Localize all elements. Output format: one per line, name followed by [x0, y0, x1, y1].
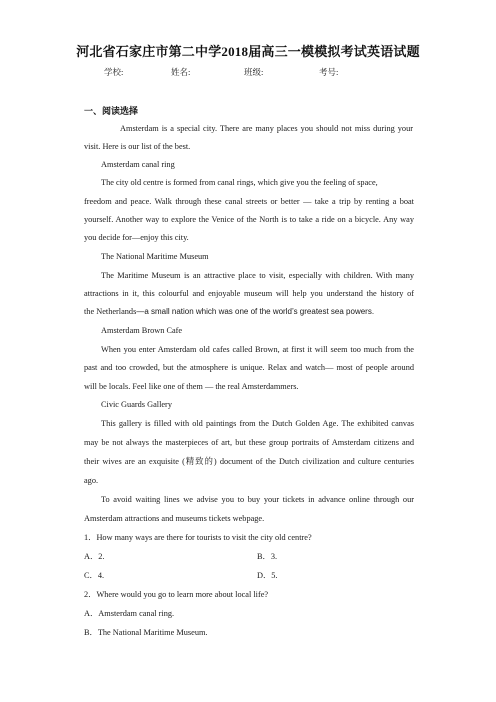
passage-heading: Civic Guards Gallery: [101, 400, 172, 409]
question-option: C．4.: [84, 571, 105, 580]
passage-line: [84, 306, 374, 317]
passage-line: yourself. Another way to explore the Venice of the North is to take a ride on a bicycle. Any way: [84, 215, 414, 224]
passage-line: Amsterdam attractions and museums tickets webpage.: [84, 514, 265, 523]
passage-heading: Amsterdam Brown Cafe: [101, 326, 183, 335]
section-heading: 一、阅读选择: [84, 106, 139, 116]
class-label: 班级:: [244, 67, 264, 77]
passage-text: the Netherlands: [84, 307, 137, 316]
passage-heading: Amsterdam canal ring: [101, 160, 175, 169]
passage-text: —a small nation which was one of the world’s greatest sea powers.: [136, 307, 375, 316]
school-label: 学校:: [104, 67, 124, 77]
passage-line: their wives are an exquisite (精致的) document of the Dutch civilization and culture centuries: [84, 457, 414, 466]
question-stem: 1．How many ways are there for tourists to visit the city old centre?: [84, 533, 312, 542]
passage-line: This gallery is filled with old paintings from the Dutch Golden Age. The exhibited canvas: [101, 419, 414, 428]
question-option: B．3.: [257, 552, 278, 561]
passage-line: ago.: [84, 476, 99, 485]
passage-line: Amsterdam is a special city. There are many places you should not miss during your: [120, 124, 413, 133]
name-label: 姓名:: [171, 67, 191, 77]
question-option: A．Amsterdam canal ring.: [84, 609, 175, 618]
passage-line: visit. Here is our list of the best.: [84, 142, 191, 151]
question-option: D．5.: [257, 571, 278, 580]
passage-line: To avoid waiting lines we advise you to buy your tickets in advance online through our: [101, 495, 414, 504]
passage-line: attractions in it, this colourful and enjoyable museum will help you understand the history of: [84, 289, 414, 298]
question-stem: 2．Where would you go to learn more about local life?: [84, 590, 269, 599]
passage-heading: The National Maritime Museum: [101, 252, 209, 261]
passage-line: freedom and peace. Walk through these canal streets or better — take a trip by renting a boat: [84, 197, 414, 206]
passage-line: past and too crowded, but the atmosphere is unique. Relax and watch— most of people around: [84, 363, 414, 372]
passage-line: When you enter Amsterdam old cafes called Brown, at first it will seem too much from the: [101, 345, 414, 354]
question-option: B．The National Maritime Museum.: [84, 628, 208, 637]
exam-title: 河北省石家庄市第二中学2018届高三一模模拟考试英语试题: [76, 44, 420, 59]
passage-line: will be locals. Feel like one of them — the real Amsterdammers.: [84, 382, 299, 391]
passage-line: you decide for—enjoy this city.: [84, 233, 189, 242]
question-option: A．2.: [84, 552, 105, 561]
number-label: 考号:: [319, 67, 339, 77]
passage-line: The city old centre is formed from canal rings, which give you the feeling of space,: [101, 178, 378, 187]
passage-line: The Maritime Museum is an attractive place to visit, especially with children. With many: [101, 271, 414, 280]
passage-line: may be not always the masterpieces of art, but these group portraits of Amsterdam citizens and: [84, 438, 414, 447]
